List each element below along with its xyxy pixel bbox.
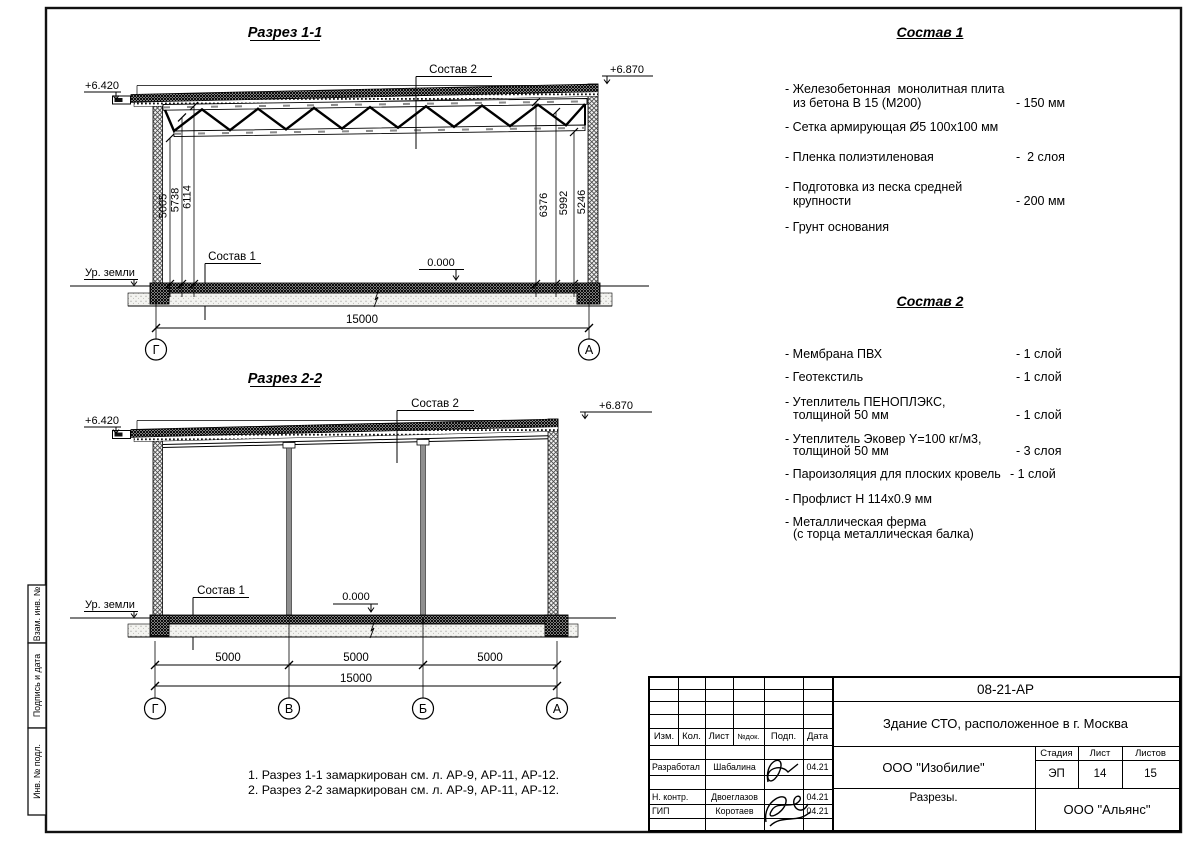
sheets-label: Листов — [1135, 747, 1166, 759]
list-item: из бетона В 15 (М200) — [793, 95, 922, 110]
svg-text:+6.420: +6.420 — [85, 415, 119, 427]
column-cap-v — [283, 443, 295, 449]
list-item-value: - 1 слой — [1016, 347, 1062, 361]
date-gip: 04.21 — [806, 806, 829, 816]
wall-left — [153, 436, 163, 615]
title-block — [648, 676, 1181, 832]
list-item-value: - 200 мм — [1016, 193, 1066, 208]
list-item: толщиной 50 мм — [793, 407, 889, 422]
wall-right — [588, 84, 598, 283]
ground-level-mark — [84, 599, 138, 618]
svg-text:Ур. земли: Ур. земли — [85, 599, 135, 611]
axis-letter-v: В — [284, 702, 294, 716]
wall-right — [548, 419, 558, 615]
axis-letter-g: Г — [152, 343, 160, 357]
elevation-right — [580, 400, 652, 419]
col-list: Лист — [708, 731, 730, 742]
date-ncontrol: 04.21 — [806, 791, 829, 802]
designer-org: ООО "Изобилие" — [882, 759, 985, 775]
dim-15000: 15000 — [340, 673, 372, 685]
list-item: крупности — [793, 193, 852, 208]
axis-letter-a: А — [584, 343, 594, 357]
dim-5246: 5246 — [576, 189, 588, 215]
list-item: - Пленка полиэтиленовая — [785, 150, 934, 164]
axis-letter-b: Б — [418, 702, 428, 716]
axis-letter-g: Г — [151, 702, 159, 716]
note-1: 1. Разрез 1-1 замаркирован см. л. АР-9, АР-11, АР-12. — [248, 768, 560, 782]
zero-level-mark — [419, 257, 464, 280]
role-developer: Разработал — [652, 762, 700, 772]
list-item: - Пароизоляция для плоских кровель — [785, 467, 1001, 481]
role-ncontrol: Н. контр. — [652, 791, 689, 802]
sheet-number: 14 — [1093, 768, 1107, 780]
list-item: - Профлист Н 114х0.9 мм — [785, 491, 932, 506]
column-b — [421, 445, 426, 615]
list-item-value: - 150 мм — [1016, 95, 1066, 110]
list-item: - Сетка армирующая Ø5 100х100 мм — [785, 120, 999, 134]
name-developer: Шабалина — [713, 762, 756, 772]
list-item: - Геотекстиль — [785, 370, 864, 384]
list-item: - Металлическая ферма — [785, 515, 927, 529]
dim-5738: 5738 — [169, 187, 182, 213]
roof-truss — [163, 99, 587, 137]
svg-text:+6.870: +6.870 — [610, 64, 644, 76]
doc-number: 08-21-АР — [976, 682, 1035, 697]
sostav1-title: Состав 1 — [896, 24, 964, 40]
svg-text:0.000: 0.000 — [342, 591, 370, 603]
svg-text:Состав 1: Состав 1 — [197, 585, 245, 597]
col-kol: Кол. — [682, 731, 701, 742]
elevation-right — [602, 64, 653, 84]
sidebar-label-podpis: Подпись и дата — [32, 653, 42, 718]
name-gip: Коротаев — [715, 806, 754, 816]
list-item: толщиной 50 мм — [793, 443, 889, 458]
dim-5000-1: 5000 — [215, 652, 241, 664]
svg-text:Состав 1: Состав 1 — [208, 251, 256, 263]
name-ncontrol: Двоеглазов — [711, 791, 758, 802]
col-izm: Изм. — [653, 731, 675, 742]
date-developer: 04.21 — [806, 762, 829, 772]
note-2: 2. Разрез 2-2 замаркирован см. л. АР-9, АР-11, АР-12. — [248, 782, 560, 797]
dim-5000-3: 5000 — [477, 652, 503, 664]
svg-text:+6.420: +6.420 — [85, 80, 119, 92]
zero-level-mark — [333, 591, 378, 612]
sostav2-title: Состав 2 — [896, 293, 964, 309]
floor — [70, 283, 649, 307]
svg-text:Состав 2: Состав 2 — [411, 398, 459, 410]
list-item: (с торца металлическая балка) — [793, 527, 974, 541]
col-data: Дата — [806, 731, 829, 742]
signature-gip — [766, 796, 810, 826]
section-2-2 — [70, 371, 652, 719]
list-item-value: - 1 слой — [1010, 467, 1056, 481]
list-item-value: - 3 слоя — [1016, 443, 1062, 458]
column-cap-b — [417, 440, 429, 446]
wall-left — [153, 101, 163, 283]
svg-text:Состав 2: Состав 2 — [429, 64, 477, 76]
contractor-org: ООО "Альянс" — [1063, 801, 1151, 817]
dim-5000-2: 5000 — [343, 652, 369, 664]
col-doc: №док. — [737, 732, 760, 741]
dim-6114: 6114 — [181, 185, 194, 209]
dim-15000: 15000 — [346, 314, 378, 326]
role-gip: ГИП — [652, 806, 670, 816]
signatures — [758, 754, 828, 830]
notes — [248, 768, 559, 797]
dim-5005: 5005 — [157, 193, 170, 219]
project-title: Здание СТО, расположенное в г. Москва — [883, 716, 1128, 731]
axis-letter-a: А — [552, 702, 562, 716]
dim-5992: 5992 — [558, 190, 570, 216]
svg-text:0.000: 0.000 — [427, 257, 455, 269]
dim-6376: 6376 — [538, 192, 550, 218]
sheet-label: Лист — [1089, 747, 1111, 759]
list-item: - Грунт основания — [785, 220, 890, 234]
list-item: - Мембрана ПВХ — [785, 347, 883, 361]
list-item-value: - 2 слоя — [1016, 150, 1065, 164]
stage-value: ЭП — [1048, 768, 1065, 780]
ground-level-mark — [84, 267, 138, 286]
svg-text:Ур. земли: Ур. земли — [85, 267, 135, 279]
list-item: - Утеплитель Эковер Y=100 кг/м3, — [785, 432, 982, 446]
column-v — [287, 448, 292, 615]
sidebar-label-inv: Инв. № подл. — [32, 744, 42, 799]
col-podp: Подп. — [770, 731, 797, 742]
signature-developer — [767, 760, 798, 782]
floor — [70, 615, 616, 638]
svg-text:+6.870: +6.870 — [599, 400, 633, 412]
list-item-value: - 1 слой — [1016, 407, 1062, 422]
list-item-value: - 1 слой — [1016, 370, 1062, 384]
sidebar-label-vzam: Взам. инв. № — [32, 586, 42, 642]
stage-label: Стадия — [1040, 747, 1073, 759]
list-item: - Утеплитель ПЕНОПЛЭКС, — [785, 395, 946, 409]
section-2-2-title: Разрез 2-2 — [247, 371, 323, 387]
sheets-total: 15 — [1144, 768, 1157, 780]
section-1-1-title: Разрез 1-1 — [247, 25, 323, 41]
sheet-name: Разрезы. — [909, 792, 958, 804]
section-1-1 — [70, 25, 653, 360]
list-item: - Подготовка из песка средней — [785, 180, 963, 194]
list-item: - Железобетонная монолитная плита — [785, 82, 1005, 96]
